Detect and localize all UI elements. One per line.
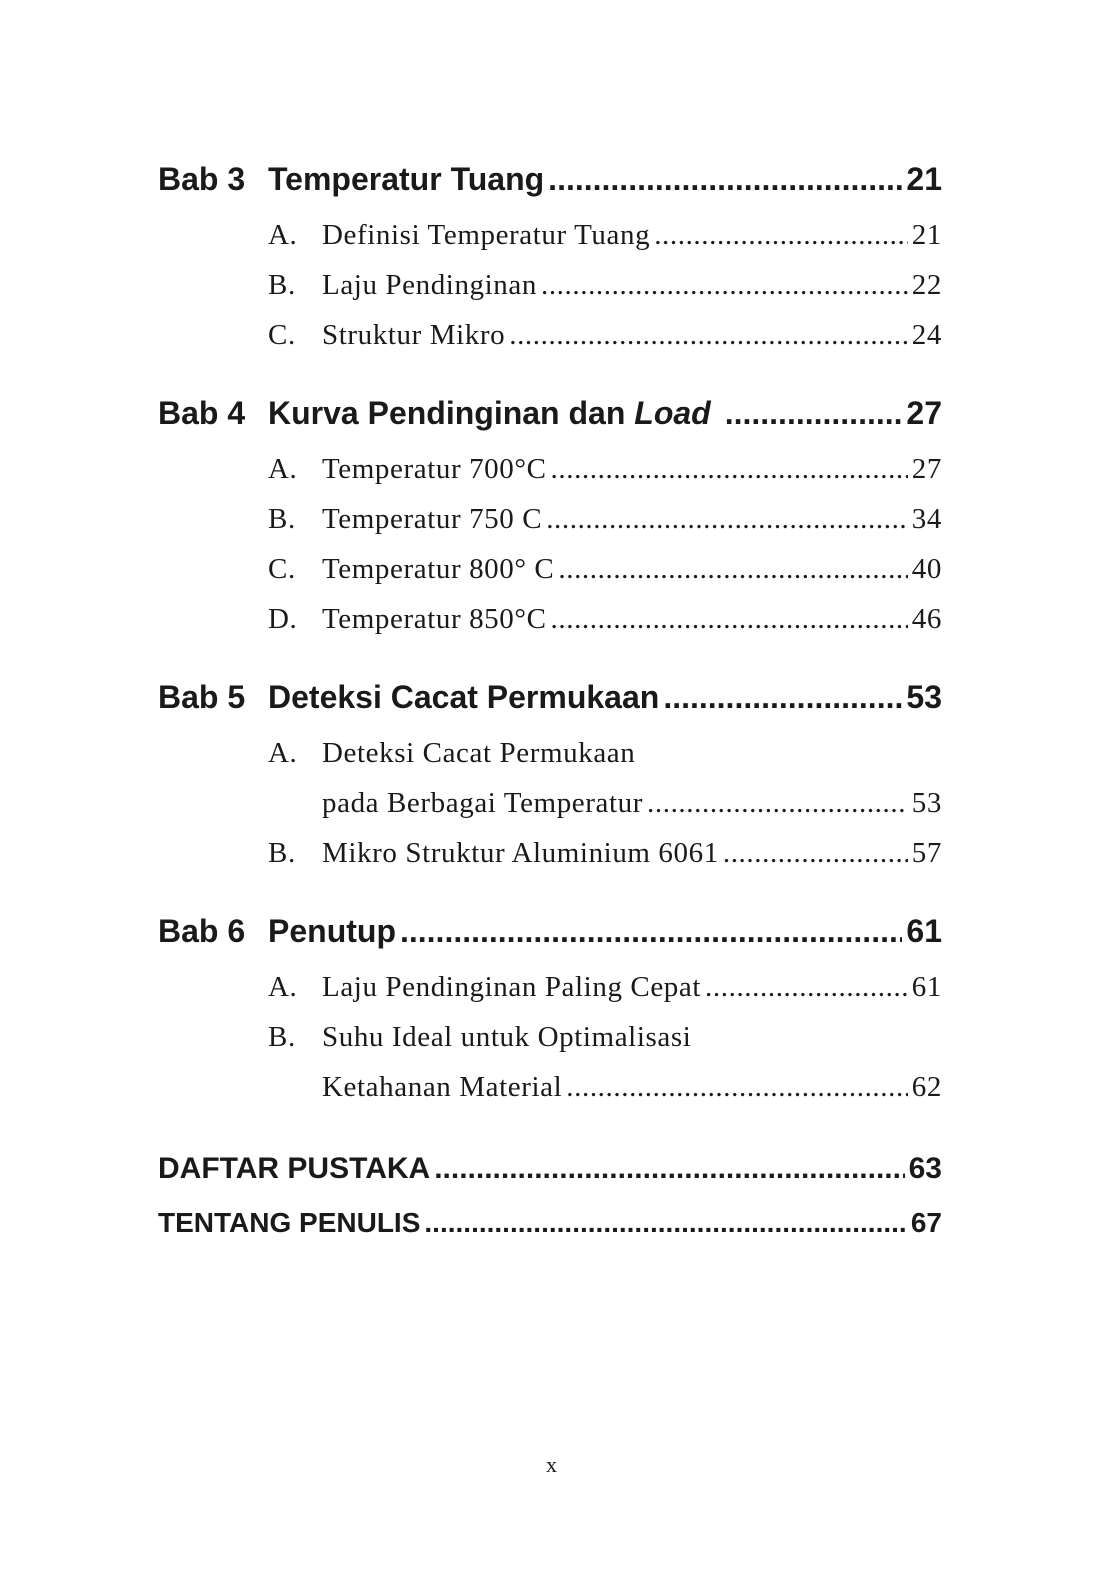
section-title: Definisi Temperatur Tuang	[322, 219, 651, 251]
leader-dots	[566, 1062, 908, 1112]
section-title: Temperatur 750 C	[322, 503, 543, 535]
chapter-page: 27	[906, 395, 942, 431]
section-title-line1: Deteksi Cacat Permukaan	[322, 737, 636, 769]
section-letter: B.	[268, 837, 296, 869]
back-matter-entry[interactable]	[158, 1196, 942, 1250]
section-page: 21	[911, 219, 942, 251]
chapter-group	[158, 674, 942, 878]
section-list	[268, 444, 942, 644]
leader-dots	[424, 1196, 906, 1250]
chapter-group	[158, 156, 942, 360]
leader-dots	[400, 908, 902, 954]
chapter-number: Bab 3	[158, 161, 246, 197]
chapter-entry[interactable]	[158, 908, 942, 954]
section-letter: A.	[268, 219, 298, 251]
section-letter: D.	[268, 603, 298, 635]
chapter-entry[interactable]	[158, 390, 942, 436]
section-entry[interactable]	[268, 444, 942, 494]
leader-dots	[654, 210, 908, 260]
section-list	[268, 210, 942, 360]
chapter-page: 21	[906, 161, 942, 197]
section-title: Ketahanan Material	[322, 1071, 563, 1103]
section-entry-line2[interactable]	[268, 778, 942, 828]
chapter-page: 53	[906, 679, 942, 715]
section-letter: B.	[268, 1021, 296, 1053]
section-title: Struktur Mikro	[322, 319, 506, 351]
section-page: 27	[911, 453, 942, 485]
leader-dots	[546, 494, 908, 544]
chapter-number: Bab 5	[158, 679, 246, 715]
leader-dots	[551, 444, 908, 494]
leader-dots	[705, 962, 908, 1012]
back-matter	[158, 1142, 942, 1250]
section-entry-line1[interactable]	[268, 728, 942, 778]
leader-dots	[725, 390, 903, 436]
section-page: 53	[911, 787, 942, 819]
chapter-title-text: Kurva Pendinginan dan	[268, 395, 635, 431]
leader-dots	[551, 594, 908, 644]
chapter-title: Temperatur Tuang	[268, 161, 545, 197]
chapter-title-italic: Load	[634, 395, 711, 431]
section-entry[interactable]	[268, 494, 942, 544]
chapter-title: Penutup	[268, 913, 396, 949]
leader-dots	[647, 778, 908, 828]
section-letter: C.	[268, 553, 296, 585]
section-entry[interactable]	[268, 310, 942, 360]
leader-dots	[558, 544, 907, 594]
section-page: 22	[911, 269, 942, 301]
chapter-title: Deteksi Cacat Permukaan	[268, 679, 660, 715]
section-letter: A.	[268, 971, 298, 1003]
section-letter: B.	[268, 269, 296, 301]
section-letter: A.	[268, 453, 298, 485]
back-matter-title: TENTANG PENULIS	[158, 1207, 421, 1238]
section-title: Temperatur 700°C	[322, 453, 547, 485]
section-letter: A.	[268, 737, 298, 769]
leader-dots	[548, 156, 902, 202]
section-title: Laju Pendinginan Paling Cepat	[322, 971, 702, 1003]
chapter-group	[158, 908, 942, 1112]
section-page: 61	[911, 971, 942, 1003]
back-matter-page: 67	[910, 1207, 942, 1238]
section-page: 40	[911, 553, 942, 585]
table-of-contents	[158, 156, 942, 1250]
section-letter: B.	[268, 503, 296, 535]
section-title: Laju Pendinginan	[322, 269, 537, 301]
chapter-entry[interactable]	[158, 156, 942, 202]
section-page: 57	[911, 837, 942, 869]
section-entry[interactable]	[268, 260, 942, 310]
section-list	[268, 728, 942, 878]
page-number: x	[546, 1452, 557, 1477]
leader-dots	[723, 828, 908, 878]
section-entry-line1[interactable]	[268, 1012, 942, 1062]
section-title-line1: Suhu Ideal untuk Optimalisasi	[322, 1021, 692, 1053]
section-entry[interactable]	[268, 594, 942, 644]
leader-dots	[541, 260, 908, 310]
chapter-entry[interactable]	[158, 674, 942, 720]
back-matter-title: DAFTAR PUSTAKA	[158, 1152, 431, 1185]
section-entry[interactable]	[268, 962, 942, 1012]
section-title: pada Berbagai Temperatur	[322, 787, 644, 819]
chapter-number: Bab 6	[158, 913, 246, 949]
section-entry[interactable]	[268, 828, 942, 878]
section-page: 46	[911, 603, 942, 635]
section-page: 34	[911, 503, 942, 535]
section-title: Mikro Struktur Aluminium 6061	[322, 837, 719, 869]
chapter-page: 61	[906, 913, 942, 949]
back-matter-page: 63	[908, 1152, 942, 1185]
leader-dots	[434, 1142, 904, 1196]
section-entry[interactable]	[268, 210, 942, 260]
leader-dots	[663, 674, 902, 720]
leader-dots	[509, 310, 908, 360]
section-letter: C.	[268, 319, 296, 351]
chapter-title	[268, 390, 711, 436]
section-page: 62	[911, 1071, 942, 1103]
chapter-group	[158, 390, 942, 644]
section-entry-line2[interactable]	[268, 1062, 942, 1112]
chapter-number: Bab 4	[158, 395, 246, 431]
back-matter-entry[interactable]	[158, 1142, 942, 1196]
section-title: Temperatur 850°C	[322, 603, 547, 635]
section-page: 24	[911, 319, 942, 351]
section-entry[interactable]	[268, 544, 942, 594]
section-list	[268, 962, 942, 1112]
section-title: Temperatur 800° C	[322, 553, 555, 585]
